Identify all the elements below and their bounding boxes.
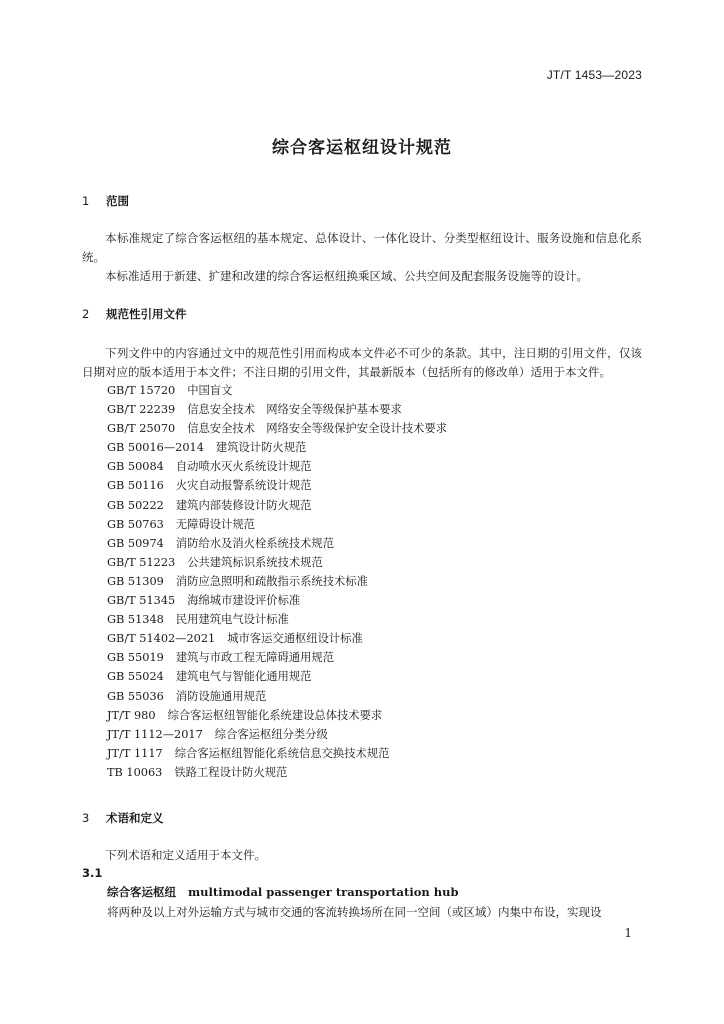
reference-item: GB 51348 民用建筑电气设计标准 bbox=[107, 613, 289, 627]
reference-list bbox=[107, 381, 447, 782]
reference-item: JT/T 1112—2017 综合客运枢纽分类分级 bbox=[107, 727, 328, 741]
section-number: 3 bbox=[82, 811, 90, 825]
paragraph: 下列文件中的内容通过文中的规范性引用而构成本文件必不可少的条款。其中，注日期的引用文件，仅该日期对应的版本适用于本文件；不注日期的引用文件，其最新版本（包括所有的修改单）适用于本文件。 bbox=[82, 346, 642, 379]
paragraph: 本标准适用于新建、扩建和改建的综合客运枢纽换乘区域、公共空间及配套服务设施等的设计。 bbox=[105, 269, 588, 283]
reference-item: GB 55036 消防设施通用规范 bbox=[107, 689, 267, 703]
term-english: multimodal passenger transportation hub bbox=[188, 885, 459, 899]
paragraph: 下列术语和定义适用于本文件。 bbox=[105, 848, 266, 862]
reference-item: GB 51309 消防应急照明和疏散指示系统技术标准 bbox=[107, 574, 368, 588]
section-title: 术语和定义 bbox=[106, 811, 164, 825]
section-heading-normative-references bbox=[82, 306, 187, 322]
reference-item: GB 50974 消防给水及消火栓系统技术规范 bbox=[107, 536, 335, 550]
section-heading-scope bbox=[82, 193, 129, 209]
reference-item: GB 50763 无障碍设计规范 bbox=[107, 517, 255, 531]
section-number: 2 bbox=[82, 307, 90, 321]
reference-item: GB/T 51345 海绵城市建设评价标准 bbox=[107, 594, 301, 608]
section-heading-terms bbox=[82, 810, 164, 826]
reference-item: GB/T 25070 信息安全技术 网络安全等级保护安全设计技术要求 bbox=[107, 422, 448, 436]
page-number: 1 bbox=[624, 926, 632, 940]
term-definition: 将两种及以上对外运输方式与城市交通的客流转换场所在同一空间（或区域）内集中布设，实现设 bbox=[107, 905, 602, 919]
reference-item: JT/T 1117 综合客运枢纽智能化系统信息交换技术规范 bbox=[107, 746, 390, 760]
reference-item: GB/T 22239 信息安全技术 网络安全等级保护基本要求 bbox=[107, 403, 402, 417]
reference-item: GB 55024 建筑电气与智能化通用规范 bbox=[107, 670, 312, 684]
term-entry bbox=[107, 884, 459, 900]
term-chinese: 综合客运枢纽 bbox=[107, 885, 176, 899]
reference-item: GB 50116 火灾自动报警系统设计规范 bbox=[107, 479, 312, 493]
paragraph: 本标准规定了综合客运枢纽的基本规定、总体设计、一体化设计、分类型枢纽设计、服务设施和信息化系统。 bbox=[82, 231, 642, 264]
term-number: 3.1 bbox=[82, 866, 103, 880]
reference-item: GB/T 51402—2021 城市客运交通枢纽设计标准 bbox=[107, 632, 363, 646]
standard-number: JT/T 1453—2023 bbox=[546, 68, 642, 82]
reference-item: GB/T 15720 中国盲文 bbox=[107, 384, 233, 397]
reference-item: GB 50016—2014 建筑设计防火规范 bbox=[107, 441, 307, 455]
reference-item: GB 50084 自动喷水灭火系统设计规范 bbox=[107, 460, 312, 474]
reference-item: TB 10063 铁路工程设计防火规范 bbox=[107, 765, 288, 779]
reference-item: GB 55019 建筑与市政工程无障碍通用规范 bbox=[107, 651, 335, 665]
reference-item: GB/T 51223 公共建筑标识系统技术规范 bbox=[107, 555, 323, 569]
section-title: 范围 bbox=[106, 194, 130, 208]
reference-item: JT/T 980 综合客运枢纽智能化系统建设总体技术要求 bbox=[107, 708, 383, 722]
reference-item: GB 50222 建筑内部装修设计防火规范 bbox=[107, 498, 312, 512]
section-title: 规范性引用文件 bbox=[106, 307, 187, 321]
section-number: 1 bbox=[82, 194, 90, 208]
page-title: 综合客运枢纽设计规范 bbox=[272, 138, 452, 158]
